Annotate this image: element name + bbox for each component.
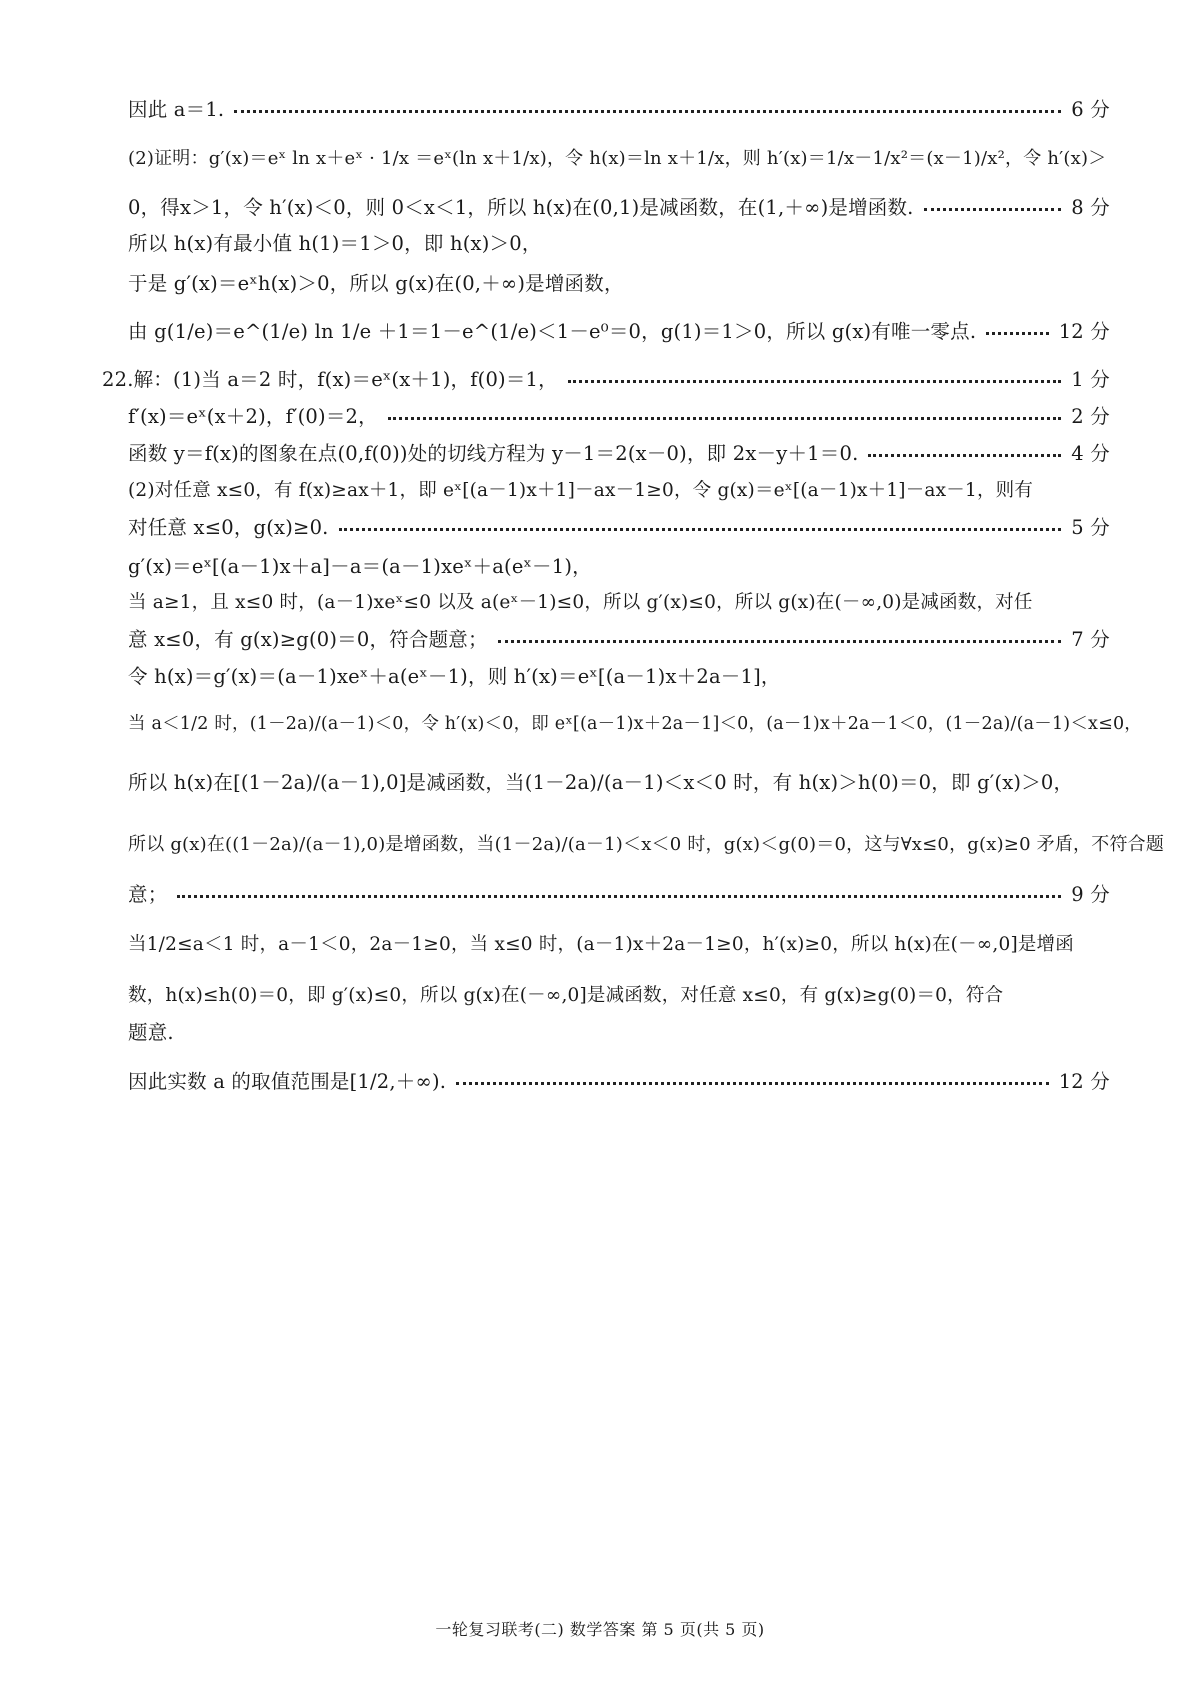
line-text: 函数 y＝f(x)的图象在点(0,f(0))处的切线方程为 y－1＝2(x－0)，即 2x－y＋1＝0. bbox=[128, 442, 859, 465]
answer-line bbox=[128, 761, 1110, 801]
answer-line bbox=[128, 310, 1110, 350]
answer-line bbox=[102, 358, 1110, 398]
line-text: 令 h(x)＝g′(x)＝(a－1)xeˣ＋a(eˣ－1)，则 h′(x)＝eˣ[(a－1)x＋2a－1]， bbox=[128, 665, 781, 688]
page-footer: 一轮复习联考(二) 数学答案 第 5 页(共 5 页) bbox=[435, 1620, 765, 1639]
score-label: 12 分 bbox=[1058, 320, 1110, 343]
leader-dots bbox=[339, 528, 1062, 531]
line-text: g′(x)＝eˣ[(a－1)x＋a]－a＝(a－1)xeˣ＋a(eˣ－1)， bbox=[128, 555, 592, 578]
score-label: 5 分 bbox=[1071, 516, 1110, 539]
leader-dots bbox=[498, 640, 1062, 643]
answer-line bbox=[128, 545, 1110, 585]
answer-line bbox=[128, 432, 1110, 472]
leader-dots bbox=[986, 332, 1048, 335]
answer-line bbox=[128, 974, 1110, 1014]
answer-line bbox=[128, 506, 1110, 546]
line-text: 当 a≥1，且 x≤0 时，(a－1)xeˣ≤0 以及 a(eˣ－1)≤0，所以 g′(x)≤0，所以 g(x)在(－∞,0)是减函数，对任 bbox=[128, 592, 1033, 613]
line-text: 0，得x＞1，令 h′(x)＜0，则 0＜x＜1，所以 h(x)在(0,1)是减函数，在(1,＋∞)是增函数. bbox=[128, 196, 914, 219]
answer-line bbox=[128, 923, 1110, 963]
score-label: 8 分 bbox=[1071, 196, 1110, 219]
line-text: 于是 g′(x)＝eˣh(x)＞0，所以 g(x)在(0,＋∞)是增函数， bbox=[128, 272, 624, 295]
answer-line bbox=[128, 655, 1110, 695]
line-text: 意； bbox=[128, 883, 168, 906]
line-text: 意 x≤0，有 g(x)≥g(0)＝0，符合题意； bbox=[128, 628, 488, 651]
line-text: 当1/2≤a＜1 时，a－1＜0，2a－1≥0，当 x≤0 时，(a－1)x＋2a－1≥0，h′(x)≥0，所以 h(x)在(－∞,0]是增函 bbox=[128, 934, 1074, 955]
line-text: 当 a＜1/2 时，(1－2a)/(a－1)＜0，令 h′(x)＜0，即 eˣ[(a－1)x＋2a－1]＜0，(a－1)x＋2a－1＜0，(1－2a)/(a－1)＜x≤0， bbox=[128, 713, 1142, 734]
line-text: f′(x)＝eˣ(x＋2)，f′(0)＝2， bbox=[128, 405, 378, 428]
score-label: 9 分 bbox=[1071, 883, 1110, 906]
answer-line bbox=[128, 1011, 1110, 1051]
line-text: 因此实数 a 的取值范围是[1/2,＋∞). bbox=[128, 1070, 447, 1093]
leader-dots bbox=[568, 380, 1061, 383]
leader-dots bbox=[234, 110, 1061, 113]
answer-line bbox=[128, 137, 1110, 177]
score-label: 7 分 bbox=[1071, 628, 1110, 651]
leader-dots bbox=[868, 454, 1061, 457]
line-text: 所以 h(x)有最小值 h(1)＝1＞0，即 h(x)＞0， bbox=[128, 232, 542, 255]
score-label: 4 分 bbox=[1071, 442, 1110, 465]
score-label: 1 分 bbox=[1071, 368, 1110, 391]
line-text: (2)对任意 x≤0，有 f(x)≥ax＋1，即 eˣ[(a－1)x＋1]－ax－1≥0，令 g(x)＝eˣ[(a－1)x＋1]－ax－1，则有 bbox=[128, 480, 1034, 501]
answer-line bbox=[128, 873, 1110, 913]
leader-dots bbox=[456, 1082, 1049, 1085]
score-label: 6 分 bbox=[1071, 98, 1110, 121]
line-text: 由 g(1/e)＝e^(1/e) ln 1/e ＋1＝1－e^(1/e)＜1－e⁰＝0，g(1)＝1＞0，所以 g(x)有唯一零点. bbox=[128, 320, 977, 343]
leader-dots bbox=[177, 895, 1061, 898]
line-text: 所以 h(x)在[(1－2a)/(a－1),0]是减函数，当(1－2a)/(a－1)＜x＜0 时，有 h(x)＞h(0)＝0，即 g′(x)＞0， bbox=[128, 771, 1074, 794]
answer-line bbox=[128, 823, 1165, 863]
line-text: 对任意 x≤0，g(x)≥0. bbox=[128, 516, 329, 539]
leader-dots bbox=[924, 208, 1062, 211]
answer-line bbox=[128, 1060, 1110, 1100]
answer-line bbox=[128, 222, 1110, 262]
leader-dots bbox=[388, 417, 1061, 420]
answer-line bbox=[128, 618, 1110, 658]
line-text: 数，h(x)≤h(0)＝0，即 g′(x)≤0，所以 g(x)在(－∞,0]是减函数，对任意 x≤0，有 g(x)≥g(0)＝0，符合 bbox=[128, 985, 1004, 1006]
score-label: 2 分 bbox=[1071, 405, 1110, 428]
line-text: 22.解：(1)当 a＝2 时，f(x)＝eˣ(x＋1)，f(0)＝1， bbox=[102, 368, 558, 391]
line-text: (2)证明：g′(x)＝eˣ ln x＋eˣ · 1/x ＝eˣ(ln x＋1/x)，令 h(x)＝ln x＋1/x，则 h′(x)＝1/x－1/x²＝(x－1)/x²，令 h′(x)＞ bbox=[128, 148, 1107, 169]
line-text: 题意. bbox=[128, 1021, 174, 1044]
answer-line bbox=[128, 262, 1110, 302]
answer-line bbox=[128, 395, 1110, 435]
answer-line bbox=[128, 88, 1110, 128]
line-text: 因此 a＝1. bbox=[128, 98, 225, 121]
answer-line bbox=[128, 186, 1110, 226]
answer-line bbox=[128, 469, 1110, 509]
line-text: 所以 g(x)在((1－2a)/(a－1),0)是增函数，当(1－2a)/(a－1)＜x＜0 时，g(x)＜g(0)＝0，这与∀x≤0，g(x)≥0 矛盾，不符合题 bbox=[128, 834, 1165, 855]
answer-line bbox=[128, 581, 1110, 621]
score-label: 12 分 bbox=[1058, 1070, 1110, 1093]
answer-line bbox=[128, 702, 1142, 742]
